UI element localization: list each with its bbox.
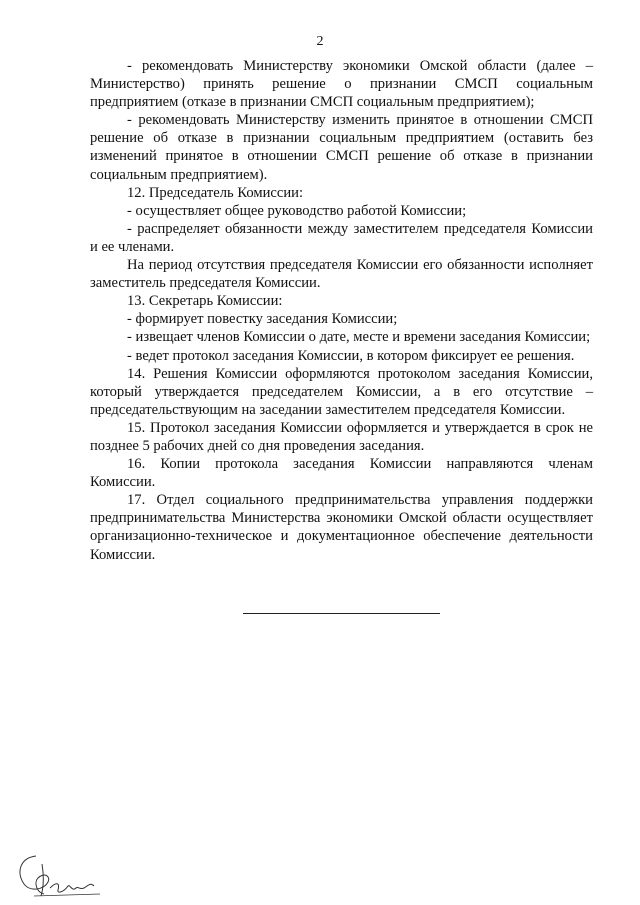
paragraph: - осуществляет общее руководство работой Комиссии;	[127, 202, 467, 219]
paragraph: 16. Копии протокола заседания Комиссии направляются членам Комиссии.	[90, 456, 593, 491]
paragraph: - распределяет обязанности между заместителем председателя Комиссии и ее членами.	[90, 220, 593, 255]
paragraph: - формирует повестку заседания Комиссии;	[127, 311, 398, 328]
page-number: 2	[316, 34, 324, 49]
signature-image	[14, 852, 106, 900]
paragraph: 14. Решения Комиссии оформляются протоколом заседания Комиссии, который утверждается председателем Комиссии, а в его отсутствие – председательствующим на заседании заместителем председателя Комиссии.	[90, 365, 593, 418]
document-body	[90, 57, 593, 564]
paragraph: - ведет протокол заседания Комиссии, в котором фиксирует ее решения.	[127, 347, 575, 364]
paragraph: - рекомендовать Министерству изменить принятое в отношении СМСП решение об отказе в признании социальным предприятием (оставить без изменений принятое в отношении СМСП решение об отказе в признании социальным предприятием).	[90, 112, 593, 183]
paragraph: На период отсутствия председателя Комиссии его обязанности исполняет заместитель председателя Комиссии.	[90, 257, 593, 292]
paragraph: - рекомендовать Министерству экономики Омской области (далее – Министерство) принять решение о признании СМСП социальным предприятием (отказе в признании СМСП социальным предприятием);	[90, 58, 593, 111]
paragraph: 17. Отдел социального предпринимательства управления поддержки предпринимательства Министерства экономики Омской области осуществляет организационно-техническое и документационное обеспечение деятельности Комиссии.	[90, 492, 593, 563]
paragraph: 12. Председатель Комиссии:	[127, 184, 304, 201]
paragraph: 15. Протокол заседания Комиссии оформляется и утверждается в срок не позднее 5 рабочих дней со дня проведения заседания.	[90, 419, 593, 454]
separator-line	[243, 613, 440, 614]
paragraph: 13. Секретарь Комиссии:	[127, 293, 283, 310]
paragraph: - извещает членов Комиссии о дате, месте и времени заседания Комиссии;	[127, 329, 591, 346]
